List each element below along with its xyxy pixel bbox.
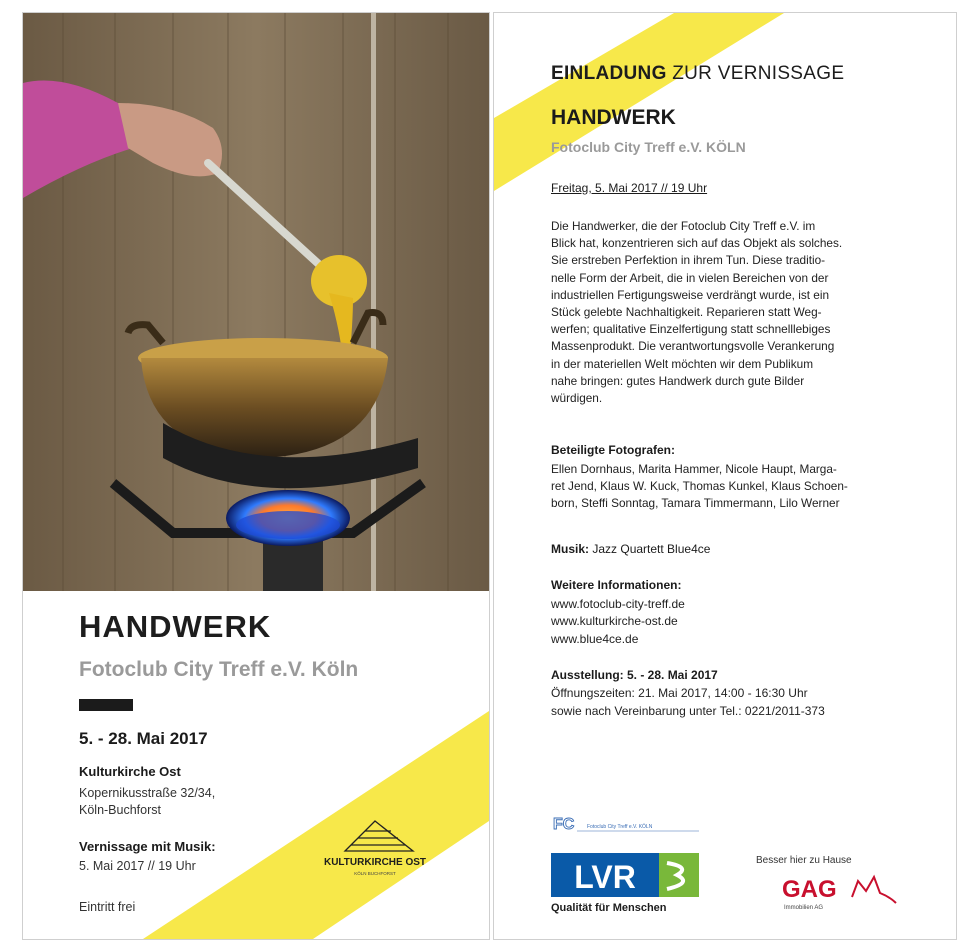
flyer-front-panel [22,12,490,940]
body-line: in der materiellen Welt möchten wir dem Publikum [551,356,814,371]
body-line: Massenprodukt. Die verantwortungsvolle Verankerung [551,339,835,354]
cooking-pot-photo [23,13,489,591]
body-line: nahe bringen: gutes Handwerk durch gute Bilder [551,373,805,388]
gag-sub: Immobilien AG [784,905,824,911]
gag-tagline: Besser hier zu Hause [756,855,852,866]
body-line: Blick hat, konzentrieren sich auf das Objekt als solches. [551,236,843,251]
entry-note: Eintritt frei [79,900,136,914]
description-body [551,218,907,407]
club-name-right: Fotoclub City Treff e.V. KÖLN [551,139,746,155]
kulturkirche-logo-subtext: KÖLN BUCHFORST [354,871,396,876]
body-line: Stück gelebte Nachhaltigkeit. Reparieren statt Weg- [551,305,822,320]
photographers-heading: Beteiligte Fotografen: [551,443,676,457]
invitation-bold: EINLADUNG [551,63,667,84]
venue-city: Köln-Buchforst [79,803,161,817]
photographers-line: born, Steffi Sonntag, Tamara Timmermann, Lilo Werner [551,496,840,511]
fotoclub-logo-mark: FC [553,816,575,833]
body-line: werfen; qualitative Einzelfertigung statt schnelllebiges [551,322,831,337]
opening-hours: Öffnungszeiten: 21. Mai 2017, 14:00 - 16:30 Uhr [551,686,808,700]
gag-logo [756,851,906,917]
lvr-logo-text: LVR [574,859,636,895]
link-kulturkirche[interactable]: www.kulturkirche-ost.de [551,614,678,628]
music-line [551,542,710,556]
exhibition-period: Ausstellung: 5. - 28. Mai 2017 [551,668,718,682]
body-line: industriellen Fertigungsweise verdrängt wurde, ist ein [551,287,830,302]
venue-name: Kulturkirche Ost [79,764,181,779]
vernissage-date-line: Freitag, 5. Mai 2017 // 19 Uhr [551,181,708,195]
gag-logo-text: GAG [782,876,837,903]
fotoclub-logo [551,811,701,835]
vernissage-label: Vernissage mit Musik: [79,839,216,854]
appointment-note: sowie nach Vereinbarung unter Tel.: 0221/2011-373 [551,704,825,718]
lvr-logo [551,853,701,915]
music-value: Jazz Quartett Blue4ce [589,542,711,556]
exhibition-title-right: HANDWERK [551,106,676,129]
body-line: Sie erstreben Perfektion in ihrem Tun. Diese traditio- [551,253,826,268]
venue-street: Kopernikusstraße 32/34, [79,786,216,800]
flyer-back-panel [493,12,957,940]
music-label: Musik: [551,542,590,556]
club-name: Fotoclub City Treff e.V. Köln [79,658,359,681]
body-line: nelle Form der Arbeit, die in vielen Bereichen von der [551,270,829,285]
info-heading: Weitere Informationen: [551,578,682,592]
invitation-heading [551,63,844,85]
exhibition-title: HANDWERK [79,609,272,644]
photographers-line: ret Jend, Klaus W. Kuck, Thomas Kunkel, Klaus Schoen- [551,479,848,494]
photographers-line: Ellen Dornhaus, Marita Hammer, Nicole Haupt, Marga- [551,462,837,476]
lvr-tagline: Qualität für Menschen [551,902,667,914]
link-blue4ce[interactable]: www.blue4ce.de [551,632,639,646]
kulturkirche-logo-text: KULTURKIRCHE OST [323,857,427,868]
vernissage-date: 5. Mai 2017 // 19 Uhr [79,859,196,873]
body-line: würdigen. [551,391,603,406]
kulturkirche-ost-logo [305,809,445,889]
invitation-rest: ZUR VERNISSAGE [666,63,845,84]
body-line: Die Handwerker, die der Fotoclub City Treff e.V. im [551,219,816,233]
link-fotoclub[interactable]: www.fotoclub-city-treff.de [551,597,685,611]
photographers-list [551,461,907,513]
fotoclub-logo-caption: Fotoclub City Treff e.V. KÖLN [587,824,653,830]
exhibition-dates: 5. - 28. Mai 2017 [79,729,208,748]
